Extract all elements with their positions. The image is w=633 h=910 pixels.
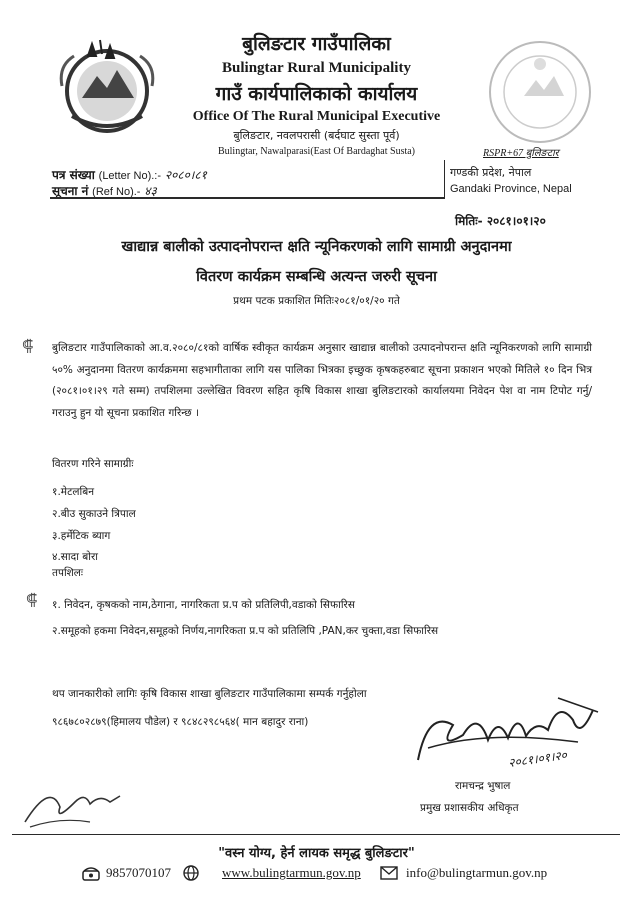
- footer-website: [182, 865, 361, 881]
- list-item: ४.सादा बोरा: [52, 551, 98, 563]
- signer-name: रामचन्द्र भुषाल: [455, 780, 511, 792]
- margin-mark: ⸿: [26, 590, 38, 609]
- stamp-code: RSPR+67 बुलिङटार: [483, 148, 559, 159]
- items-heading: वितरण गरिने सामाग्रीः: [52, 458, 134, 470]
- address-np: बुलिङटार, नवलपरासी (बर्दघाट सुस्ता पूर्व): [233, 129, 400, 142]
- notice-title-line1: खाद्यान्न बालीको उत्पादनोपरान्त क्षति न्यूनिकरणको लागि सामाग्री अनुदानमा: [121, 239, 512, 255]
- municipality-name-np: बुलिङटार गाउँपालिका: [242, 33, 391, 55]
- globe-icon: [182, 865, 200, 881]
- margin-mark: ⸿: [22, 336, 34, 355]
- office-stamp-icon: [484, 36, 596, 148]
- details-heading: तपशिलः: [52, 567, 84, 579]
- ref-label-np: सूचना नं: [52, 184, 89, 198]
- notice-title-line2: वितरण कार्यक्रम सम्बन्धि अत्यन्त जरुरी सूचना: [196, 269, 437, 285]
- header-divider-vertical: [444, 160, 445, 198]
- nepal-emblem-icon: [52, 36, 162, 136]
- signer-title: प्रमुख प्रशासकीय अधिकृत: [420, 802, 519, 814]
- province-np: गण्डकी प्रदेश, नेपाल: [450, 166, 532, 179]
- detail-item: २.समूहको हकमा निवेदन,समूहको निर्णय,नागरिकता प्र.प को प्रतिलिपि ,PAN,कर चुक्ता,वडा सिफारिस: [52, 625, 439, 637]
- ref-label-en: (Ref No).-: [92, 186, 141, 198]
- footer-phone: [82, 865, 171, 881]
- phone-number: 9857070107: [106, 865, 171, 880]
- notice-body: बुलिङटार गाउँपालिकाको आ.व.२०८०/८१को वार्षिक स्वीकृत कार्यक्रम अनुसार खाद्यान्न बालीको उत्पादनोपरान्त क्षति न्यूनिकरणको लागि सामाग्री ५०% अनुदानमा वितरण कार्यक्रममा सहभागीताका लागि यस पालिका भित्रका इच्छुक कृषकहरुबाट सूचना प्रकाशन भएको मितिले १० दिन भित्र (२०८१।०१।२९ गते सम्म) तपशिलमा उल्लेखित विवरण सहित कृषि विकास शाखा बुलिङटारको कार्यालयमा निवेदन पेश वा नाम टिपोट गर्नु/गराउनु हुन यो सूचना प्रकाशित गरिन्छ ।: [52, 342, 592, 419]
- website-link[interactable]: www.bulingtarmun.gov.np: [222, 865, 361, 880]
- letter-value: २०८०।८१: [164, 168, 207, 182]
- contact-phones: ९८६७८०२८७९(हिमालय पौडेल) र ९८४८२९८५६४( मान बहादुर राना): [52, 716, 309, 728]
- list-item: ३.हर्मेटिक ब्याग: [52, 530, 111, 542]
- email-icon: [380, 865, 398, 881]
- footer-email: [380, 865, 547, 881]
- footer-divider: [12, 834, 620, 835]
- address-en: Bulingtar, Nawalparasi(East Of Bardaghat Susta): [217, 146, 416, 157]
- office-name-np: गाउँ कार्यपालिकाको कार्यालय: [215, 83, 418, 105]
- ref-value: ४३: [144, 184, 157, 198]
- list-item: १.मेटलबिन: [52, 486, 95, 498]
- signature-date: २०८१।०१।२०: [507, 747, 568, 771]
- notice-date: मितिः- २०८१।०१।२०: [455, 214, 546, 228]
- phone-icon: [82, 865, 100, 881]
- contact-info: थप जानकारीको लागिः कृषि विकास शाखा बुलिङटार गाउँपालिकामा सम्पर्क गर्नुहोला: [52, 688, 367, 700]
- published-date: प्रथम पटक प्रकाशित मितिः२०८१/०१/२० गते: [233, 295, 400, 307]
- letter-label-en: (Letter No).:-: [98, 170, 162, 182]
- initials-signature: [20, 772, 130, 832]
- footer-slogan: "वस्न योग्य, हेर्न लायक समृद्ध बुलिङटार": [218, 846, 415, 861]
- letter-number: [52, 166, 207, 183]
- email-address[interactable]: info@bulingtarmun.gov.np: [406, 865, 548, 880]
- header-divider: [50, 197, 445, 199]
- office-name-en: Office Of The Rural Municipal Executive: [192, 109, 441, 124]
- list-item: २.बीउ सुकाउने त्रिपाल: [52, 508, 136, 520]
- municipality-name-en: Bulingtar Rural Municipality: [222, 60, 411, 76]
- detail-item: १. निवेदन, कृषकको नाम,ठेगाना, नागरिकता प्र.प को प्रतिलिपी,वडाको सिफारिस: [52, 599, 355, 611]
- province-en: Gandaki Province, Nepal: [450, 183, 572, 195]
- letter-label-np: पत्र संख्या: [52, 168, 95, 182]
